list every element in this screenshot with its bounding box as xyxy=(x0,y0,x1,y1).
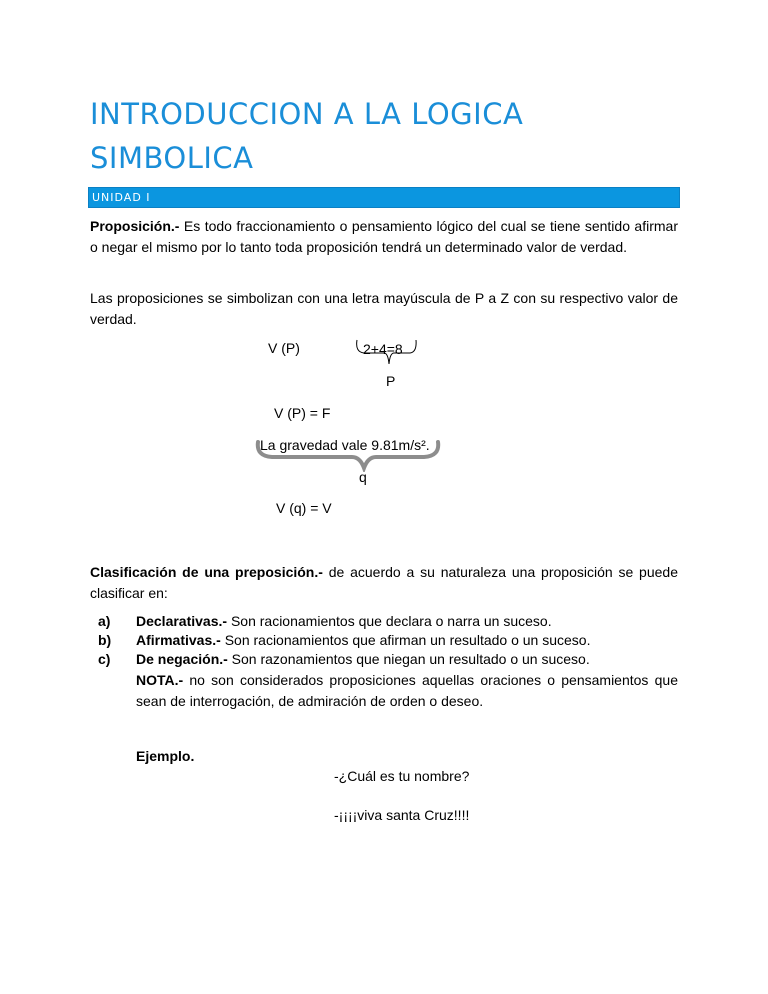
list-term: Afirmativas.- xyxy=(136,632,221,648)
note-paragraph xyxy=(136,670,678,712)
example2-sentence: La gravedad vale 9.81m/s². xyxy=(260,437,430,453)
example1-brace xyxy=(354,338,424,374)
classification-list xyxy=(90,612,678,669)
symbolization-paragraph xyxy=(90,288,678,330)
classification-text: de acuerdo a su naturaleza una proposición se puede clasificar en: xyxy=(90,564,678,601)
classification-paragraph xyxy=(90,562,678,604)
example2-brace xyxy=(252,438,448,472)
title-line-2: SIMBOLICA xyxy=(90,141,254,175)
unit-label: UNIDAD I xyxy=(92,191,151,204)
note-text: no son considerados proposiciones aquellas oraciones o pensamientos que sean de interrogación, de admiración de orden o deseo. xyxy=(136,672,678,709)
classification-term: Clasificación de una preposición.- xyxy=(90,564,323,580)
proposition-definition xyxy=(90,216,678,258)
list-marker: b) xyxy=(98,632,112,648)
example1-vp: V (P) xyxy=(268,340,300,356)
proposition-term: Proposición.- xyxy=(90,218,180,234)
list-term: Declarativas.- xyxy=(136,613,228,629)
document-title xyxy=(90,92,690,180)
proposition-text: Es todo fraccionamiento o pensamiento lógico del cual se tiene sentido afirmar o negar el mismo por lo tanto toda proposición tendrá un determinado valor de verdad. xyxy=(90,218,678,255)
symbolization-text: Las proposiciones se simbolizan con una letra mayúscula de P a Z con su respectivo valor de verdad. xyxy=(90,290,678,327)
example-exclamation: -¡¡¡¡viva santa Cruz!!!! xyxy=(334,807,470,823)
example-label: Ejemplo. xyxy=(136,748,195,764)
list-text: Son razonamientos que niegan un resultado o un suceso. xyxy=(227,651,590,667)
title-line-1: INTRODUCCION A LA LOGICA xyxy=(90,97,524,131)
list-marker: c) xyxy=(98,651,111,667)
list-item xyxy=(90,650,678,669)
list-item xyxy=(90,612,678,631)
example1-letter: P xyxy=(386,373,396,389)
list-item xyxy=(90,631,678,650)
example1-expression: 2+4=8 xyxy=(363,341,403,357)
example-question: -¿Cuál es tu nombre? xyxy=(334,768,470,784)
example2-result: V (q) = V xyxy=(276,500,332,516)
unit-banner xyxy=(88,187,680,208)
example2-letter: q xyxy=(359,469,367,485)
example1-result: V (P) = F xyxy=(274,405,331,421)
list-marker: a) xyxy=(98,613,111,629)
list-text: Son racionamientos que afirman un resultado o un suceso. xyxy=(220,632,591,648)
list-text: Son racionamientos que declara o narra un suceso. xyxy=(227,613,552,629)
list-term: De negación.- xyxy=(136,651,228,667)
note-term: NOTA.- xyxy=(136,672,184,688)
